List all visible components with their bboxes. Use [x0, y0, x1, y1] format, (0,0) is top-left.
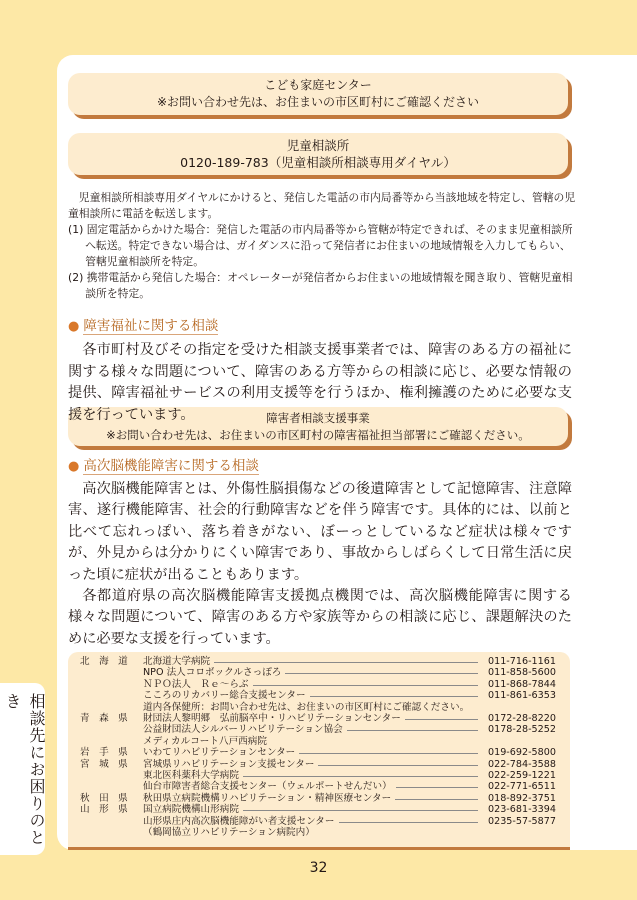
- contact-row: [68, 736, 570, 748]
- box-note: 0120-189-783（児童相談所相談専用ダイヤル）: [180, 155, 456, 170]
- organization-name: NPO 法人コロボックルさっぽろ: [143, 667, 285, 679]
- prefecture: 北海道: [80, 656, 138, 667]
- dial-note: [68, 190, 576, 302]
- phone-number: 0235-57-5877: [488, 815, 556, 827]
- organization-name: 公益財団法人シルバーリハビリテーション協会: [143, 724, 347, 736]
- contact-row: [68, 793, 570, 805]
- box-note: ※お問い合わせ先は、お住まいの市区町村にご確認ください: [156, 95, 480, 109]
- organization-name: 道内各保健所：お問い合わせ先は、お住まいの市区町村にご確認ください。: [143, 702, 473, 714]
- organization-name: いわてリハビリテーションセンター: [143, 747, 299, 759]
- phone-number: 023-681-3394: [488, 804, 556, 816]
- phone-number: 011-868-7844: [488, 678, 556, 690]
- contact-row: [68, 679, 570, 691]
- phone-number: 011-861-6353: [488, 690, 556, 702]
- contact-row: [68, 702, 570, 714]
- organization-name: 宮城県リハビリテーション支援センター: [143, 759, 318, 771]
- contact-row: [68, 804, 570, 816]
- bullet-icon: ●: [68, 319, 80, 334]
- contact-row: [68, 667, 570, 679]
- organization-name: メディカルコート八戸西病院: [143, 736, 271, 748]
- prefecture: 秋田県: [80, 792, 138, 804]
- contact-row: [68, 759, 570, 771]
- section-body-disability: 各市町村及びその指定を受けた相談支援事業者では、障害のある方の福祉に関する様々な問題について、障害のある方等からの相談に応じ、必要な情報の提供、障害福祉サービスの利用支援等を行うほか、権利擁護のために必要な支援を行っています。: [68, 342, 572, 423]
- contact-row: [68, 747, 570, 759]
- info-box-kodomo: [68, 73, 568, 115]
- prefecture: 宮城県: [80, 758, 138, 770]
- phone-number: 0172-28-8220: [488, 713, 556, 724]
- organization-name: （鶴岡協立リハビリテーション病院内）: [143, 827, 319, 839]
- prefecture: 山形県: [80, 804, 138, 816]
- section-body-brain: 高次脳機能障害とは、外傷性脳損傷などの後遺障害として記憶障害、注意障害、遂行機能障害、社会的行動障害などを伴う障害です。具体的には、以前と比べて忘れっぽい、落ち着きがない、ぼーっとしているなど症状は様々ですが、外見からは分かりにくい障害であり、事故からしばらくして日常生活に戻った頃に症状が出ることもあります。 各都道府県の高次脳機能障害支援拠点機関では、高次脳機能障害に関する様々な問題について、障害のある方や家族等からの相談に応じ、課題解決のために必要な支援を行っています。: [68, 481, 572, 647]
- contact-row: [68, 816, 570, 828]
- organization-name: 国立病院機構山形病院: [143, 804, 243, 816]
- organization-name: こころのリカバリー総合支援センター: [143, 690, 310, 702]
- organization-name: 山形県庄内高次脳機能障がい者支援センター: [143, 816, 339, 828]
- phone-number: 011-716-1161: [488, 656, 556, 667]
- phone-number: 018-892-3751: [488, 792, 556, 804]
- phone-number: 022-771-6511: [488, 781, 556, 793]
- organization-name: 北海道大学病院: [143, 656, 214, 668]
- prefecture: 青森県: [80, 713, 138, 724]
- contact-table: [68, 652, 570, 850]
- section-heading-brain: ● 高次脳機能障害に関する相談: [68, 458, 259, 474]
- page-number: 32: [309, 860, 328, 876]
- organization-name: 仙台市障害者総合支援センター（ウェルポートせんだい）: [143, 781, 396, 793]
- contact-row: [68, 724, 570, 736]
- box-note: ※お問い合わせ先は、お住まいの市区町村の障害福祉担当部署にご確認ください。: [106, 428, 530, 442]
- organization-name: 財団法人黎明郷 弘前脳卒中・リハビリテーションセンター: [143, 713, 405, 725]
- dial-intro: 児童相談所相談専用ダイヤルにかけると、発信した電話の市内局番等から当該地域を特定し、管轄の児童相談所に電話を転送します。: [68, 191, 576, 220]
- info-box-jido: [68, 133, 568, 175]
- prefecture: 岩手県: [80, 747, 138, 759]
- phone-number: 011-858-5600: [488, 667, 556, 679]
- organization-name: ＮＰＯ法人 Ｒｅ～らぶ: [143, 679, 253, 691]
- bullet-icon: ●: [68, 459, 80, 474]
- dial-item-1: (1) 固定電話からかけた場合：発信した電話の市内局番等から管轄が特定できれば、そのまま児童相談所へ転送。特定できない場合は、ガイダンスに沿って発信者にお住まいの地域情報を入力してもらい、管轄児童相談所を特定。: [68, 223, 573, 268]
- phone-number: 022-259-1221: [488, 770, 556, 781]
- contact-row: [68, 690, 570, 702]
- box-title: 障害者相談支援事業: [266, 411, 370, 425]
- organization-name: 東北医科薬科大学病院: [143, 770, 243, 782]
- organization-name: 秋田県立病院機構リハビリテーション・精神医療センター: [143, 793, 395, 805]
- section-heading-disability: ● 障害福祉に関する相談: [68, 318, 219, 334]
- contact-row: [68, 827, 570, 839]
- phone-number: 022-784-3588: [488, 758, 556, 770]
- phone-number: 019-692-5800: [488, 747, 556, 759]
- phone-number: 0178-28-5252: [488, 724, 556, 736]
- box-title: こども家庭センター: [264, 78, 372, 92]
- box-title: 児童相談所: [286, 138, 350, 153]
- contact-row: [68, 781, 570, 793]
- dial-item-2: (2) 携帯電話から発信した場合：オペレーターが発信者からお住まいの地域情報を聞き取り、管轄児童相談所を特定。: [68, 271, 573, 300]
- side-tab: 相談先にお困りのとき: [0, 683, 45, 855]
